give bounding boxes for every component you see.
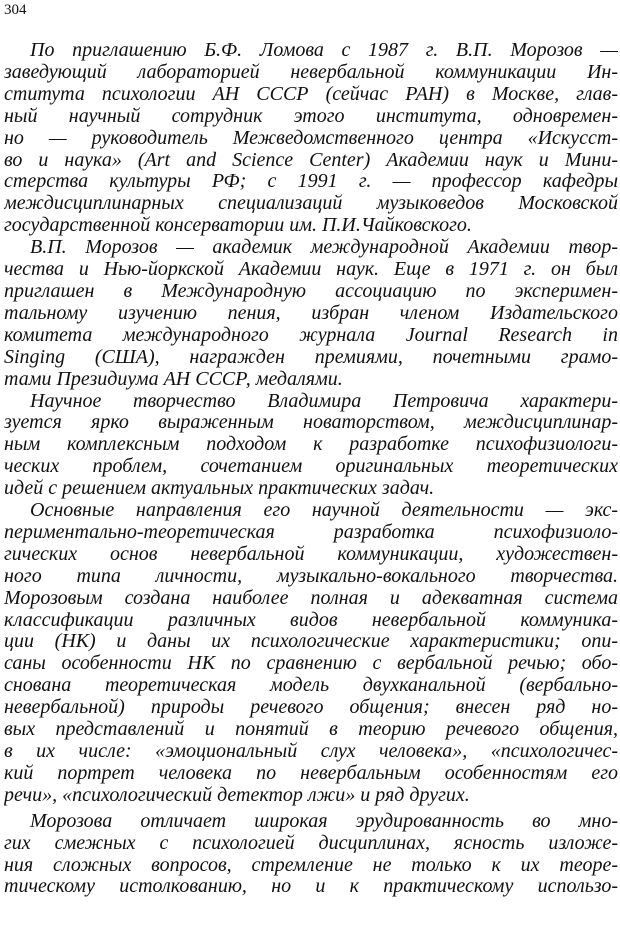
text-line: Научное творчество Владимира Петровича характери- bbox=[30, 390, 618, 412]
text-line: комитета международного журнала Journal Research in bbox=[4, 324, 618, 346]
text-line: Морозова отличает широкая эрудированность во мно- bbox=[30, 810, 618, 832]
text-line: ного типа личности, музыкально-вокального творчества. bbox=[4, 565, 618, 587]
paragraph bbox=[4, 40, 618, 237]
text-line: гих смежных с психологией дисциплинах, ясность изложе- bbox=[4, 832, 618, 854]
text-line: Основные направления его научной деятельности — экс- bbox=[30, 500, 618, 522]
text-line: кий портрет человека по невербальным особенностям его bbox=[4, 762, 618, 784]
text-line: гических основ невербальной коммуникации, художествен- bbox=[4, 543, 618, 565]
text-line: приглашен в Международную ассоциацию по эксперимен- bbox=[4, 280, 618, 302]
text-line: Singing (США), награжден премиями, почетными грамо- bbox=[4, 346, 618, 368]
text-line: саны особенности НК по сравнению с вербальной речью; обо- bbox=[4, 653, 618, 675]
text-line: тическому истолкованию, но и к практическому использо- bbox=[4, 876, 618, 898]
text-line: периментально-теоретическая разработка психофизиоло- bbox=[4, 521, 618, 543]
text-line: классификации различных видов невербальной коммуника- bbox=[4, 609, 618, 631]
page-number: 304 bbox=[4, 2, 27, 18]
text-line: По приглашению Б.Ф. Ломова с 1987 г. В.П. Морозов — bbox=[30, 40, 618, 61]
text-line: ститута психологии АН СССР (сейчас РАН) в Москве, глав- bbox=[4, 83, 618, 105]
text-line: ции (НК) и даны их психологические характеристики; опи- bbox=[4, 631, 618, 653]
text-line: во и наука» (Art and Science Center) Академии наук и Мини- bbox=[4, 149, 618, 171]
text-line: тами Президиума АН СССР, медалями. bbox=[4, 368, 343, 390]
paragraph bbox=[4, 500, 618, 807]
text-line: ния сложных вопросов, стремление не только к их теоре- bbox=[4, 854, 618, 876]
paragraph bbox=[4, 391, 618, 501]
text-line: в их числе: «эмоциональный слух человека», «психологичес- bbox=[4, 741, 618, 762]
text-line: ный научный сотрудник этого института, одновремен- bbox=[4, 105, 618, 127]
text-line: но — руководитель Межведомственного центра «Искусст- bbox=[4, 127, 618, 149]
text-line: зуется ярко выраженным новаторством, междисциплинар- bbox=[4, 412, 618, 434]
text-line: чества и Нью-йоркской Академии наук. Еще в 1971 г. он был bbox=[4, 259, 618, 281]
text-line: заведующий лабораторией невербальной коммуникации Ин- bbox=[4, 61, 618, 83]
text-line: речи», «психологический детектор лжи» и ряд других. bbox=[4, 784, 470, 806]
text-line: В.П. Морозов — академик международной Академии твор- bbox=[30, 237, 618, 259]
paragraph bbox=[4, 237, 618, 390]
text-line: государственной консерватории им. П.И.Чайковского. bbox=[4, 215, 472, 237]
text-line: ческих проблем, сочетанием оригинальных теоретических bbox=[4, 456, 618, 478]
text-line: стерства культуры РФ; с 1991 г. — профессор кафедры bbox=[4, 171, 618, 193]
paragraph bbox=[4, 811, 618, 899]
text-line: ным комплексным подходом к разработке психофизиологи- bbox=[4, 434, 618, 456]
text-line: вых представлений и понятий в теорию речевого общения, bbox=[4, 719, 618, 741]
text-line: идей с решением актуальных практических задач. bbox=[4, 478, 435, 500]
text-line: снована теоретическая модель двухканальной (вербально- bbox=[4, 675, 618, 697]
text-line: тальному изучению пения, избран членом Издательского bbox=[4, 302, 618, 324]
text-line: междисциплинарных специализаций музыковедов Московской bbox=[4, 193, 618, 215]
text-body bbox=[4, 40, 618, 898]
text-line: невербальной) природы речевого общения; внесен ряд но- bbox=[4, 697, 618, 719]
text-line: Морозовым создана наиболее полная и адекватная система bbox=[4, 587, 618, 609]
